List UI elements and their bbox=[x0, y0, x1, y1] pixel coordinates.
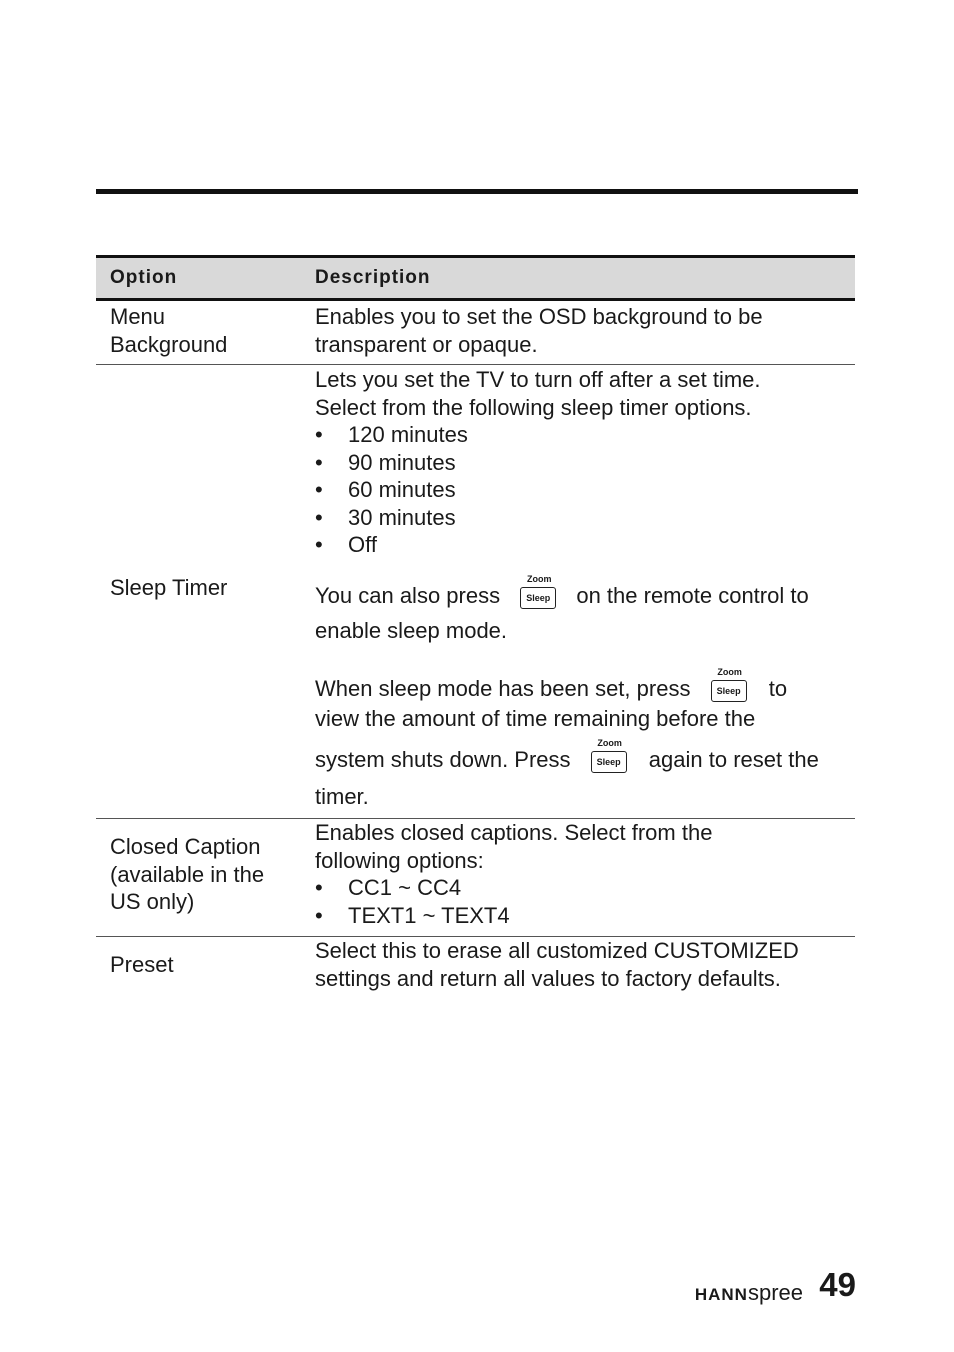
list-item: • Off bbox=[315, 532, 377, 557]
list-item: • 30 minutes bbox=[315, 504, 456, 530]
description-cell: Select this to erase all customized CUSTOMIZED settings and return all values to factory defaults. bbox=[315, 938, 799, 991]
table-row bbox=[96, 937, 855, 1007]
table-row bbox=[96, 819, 855, 937]
list-item: • TEXT1 ~ TEXT4 bbox=[315, 902, 510, 928]
zoom-sleep-key-icon: Zoom Sleep bbox=[591, 749, 629, 773]
option-cell: Menu Background bbox=[110, 304, 228, 357]
remote-paragraph: You can also press Zoom Sleep on the remote control to bbox=[315, 573, 809, 608]
list-item: • 90 minutes bbox=[315, 449, 456, 475]
zoom-sleep-key-icon: Zoom Sleep bbox=[520, 585, 558, 609]
list-item: • 120 minutes bbox=[315, 422, 468, 447]
description-cell: Enables closed captions. Select from the following options: • CC1 ~ CC4 • TEXT1 ~ TEXT4 bbox=[315, 819, 845, 929]
page-number: 49 bbox=[819, 1266, 856, 1303]
option-cell: Closed Caption (available in the US only) bbox=[110, 834, 265, 914]
sleep-mode-paragraph: When sleep mode has been set, press Zoom Sleep to bbox=[315, 666, 788, 701]
option-cell: Preset bbox=[110, 952, 174, 977]
table-row bbox=[96, 301, 855, 365]
header-option: Option bbox=[110, 267, 178, 288]
top-rule bbox=[96, 189, 858, 194]
description-cell: Enables you to set the OSD background to be transparent or opaque. bbox=[315, 304, 763, 357]
description-cell: Lets you set the TV to turn off after a set time. Select from the following sleep timer options. • 120 minutes • 90 minutes • 60 minutes • 30 minutes • Off You can also press Zoom Sleep on the remote control to enable sleep mode. When sleep mode has been set, press Zoom Sleep to view the amount of time remaining before the system shuts down. Press Zoom Sleep again to reset the timer. bbox=[315, 366, 845, 811]
list-item: • CC1 ~ CC4 bbox=[315, 875, 462, 900]
table-header bbox=[96, 255, 855, 301]
list-item: • 60 minutes bbox=[315, 477, 456, 502]
zoom-sleep-key-icon: Zoom Sleep bbox=[711, 678, 749, 702]
options-table bbox=[96, 255, 855, 1007]
brand-logo: HANNspree bbox=[694, 1280, 803, 1305]
option-cell: Sleep Timer bbox=[110, 575, 228, 600]
table-row bbox=[96, 365, 855, 819]
header-description: Description bbox=[315, 267, 431, 288]
